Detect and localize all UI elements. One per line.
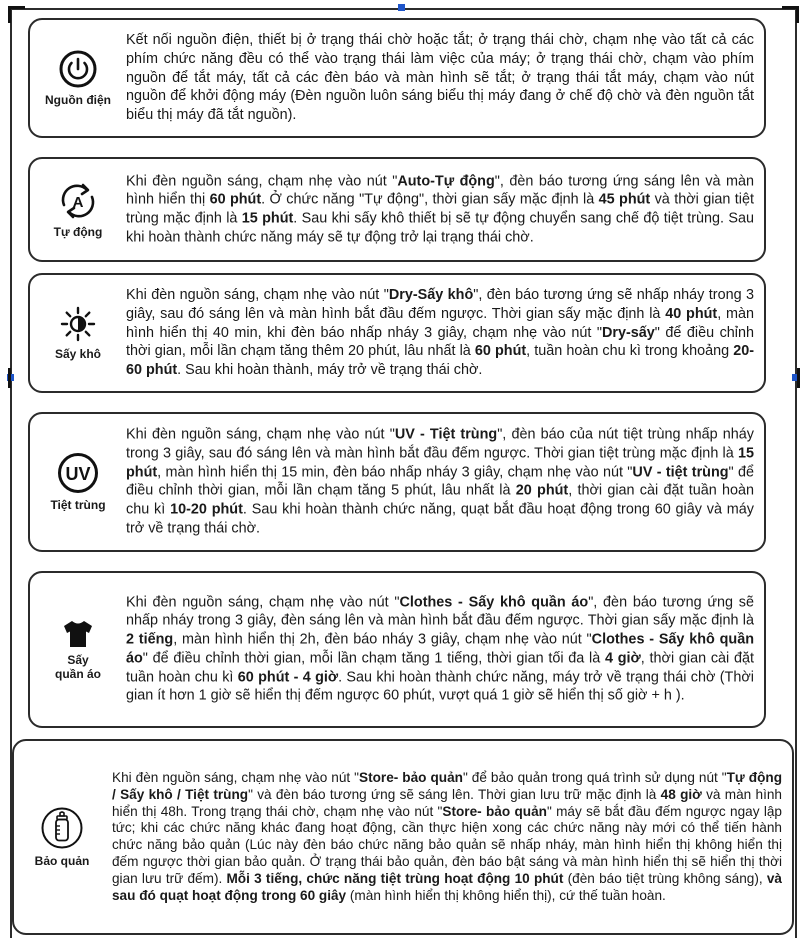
section-power bbox=[28, 18, 766, 138]
auto-cycle-icon bbox=[56, 181, 100, 221]
body-text: . Ở chức năng "Tự động", thời gian sấy mặc định là bbox=[261, 191, 599, 208]
body-text: ", đèn báo tương ứng sẽ nhấp nháy trong 3 giây, đèn sáng lên và màn hình bắt đầu đếm ngược. Thời gian sấy mặc định là bbox=[126, 594, 754, 629]
section-uv bbox=[28, 412, 766, 552]
section-clothes-icon-col bbox=[30, 573, 126, 726]
emphasis-text: 4 giờ bbox=[605, 650, 641, 667]
section-power-icon-col bbox=[30, 20, 126, 136]
emphasis-text: và sau đó quạt hoạt động trong 60 giây bbox=[112, 870, 782, 903]
body-text: và thời gian tiệt trùng mặc định là bbox=[126, 191, 755, 227]
section-auto-label: Tự động bbox=[53, 224, 103, 239]
section-auto-text bbox=[126, 172, 754, 247]
emphasis-text: Clothes - Sấy khô quần áo bbox=[399, 594, 589, 611]
emphasis-text: UV - Tiệt trùng bbox=[394, 426, 498, 443]
body-text: Kết nối nguồn điện, thiết bị ở trạng thái chờ hoặc tắt; ở trạng thái chờ, chạm nhẹ vào tất cả các phím chức năng đều có thể vào trạng thái làm việc của máy; ở trạng thái chờ, chạm vào phím nguồn để tắt máy, tất cả các đèn báo và màn hình sẽ tắt; ở trạng thái tắt máy, chạm vào nút nguồn để khởi động máy (Đèn nguồn luôn sáng biểu thị máy đang ở chế độ chờ và đèn nguồn tắt biểu thị máy đã tắt nguồn). bbox=[126, 32, 754, 124]
emphasis-text: 20-60 phút bbox=[126, 343, 755, 379]
svg-text:UV: UV bbox=[65, 464, 91, 484]
tshirt-icon bbox=[61, 619, 95, 649]
body-text: và màn hình hiển thị 48h. Trong trạng thái chờ, chạm nhẹ vào nút " bbox=[112, 786, 782, 819]
body-text: " máy sẽ bắt đầu đếm ngược ngay lập tức; khi các chức năng khác đang hoạt động, cần thực hiện xong các chức năng này mới có thể tiến hành chức năng bảo quản (Lúc này đèn báo chức năng bảo quản sẽ nhấp nháy, màn hình hiển thị không hiển thị đếm ngược thời gian bảo quản. Ở trạng thái bảo quản, đèn báo bật sáng và màn hình hiển thị sẽ hiển thị thời gian lưu trữ đếm). bbox=[112, 803, 782, 886]
body-text: , thời gian cài đặt tuần hoàn chu kì bbox=[126, 483, 754, 518]
body-text: . Sau khi sấy khô thiết bị sẽ tự động chuyển sang chế độ tiệt trùng. Sau khi hoàn thành chức năng máy sẽ tự động trở lại trạng thái chờ. bbox=[126, 210, 754, 246]
frame-corner-top-left bbox=[8, 6, 25, 23]
emphasis-text: 20 phút bbox=[515, 483, 569, 499]
body-text: ", đèn báo tương ứng sáng lên và màn hình hiển thị bbox=[126, 172, 754, 208]
body-text: Khi đèn nguồn sáng, chạm nhẹ vào nút " bbox=[126, 172, 398, 189]
body-text: " để điều chỉnh thời gian, mỗi lần chạm tăng 5 phút, lâu nhất là bbox=[126, 464, 754, 499]
emphasis-text: 15 phút bbox=[126, 445, 754, 481]
baby-bottle-icon bbox=[40, 806, 84, 850]
emphasis-text: 40 phút bbox=[665, 305, 718, 322]
body-text: " để điều chỉnh thời gian, mỗi lần chạm tăng 1 tiếng, thời gian tối đa là bbox=[142, 650, 605, 667]
frame-mark-right-mid bbox=[789, 368, 800, 388]
emphasis-text: Clothes - Sấy khô quần áo bbox=[126, 631, 754, 667]
body-text: ", đèn báo của nút tiệt trùng nhấp nháy trong 3 giây, sau đó sáng lên và màn hình bắt đầu đếm ngược. Thời gian tiệt trùng mặc định là bbox=[126, 426, 755, 462]
body-text: " và đèn báo tương ứng sẽ sáng lên. Thời gian lưu trữ mặc định là bbox=[248, 786, 661, 802]
emphasis-text: 48 giờ bbox=[660, 786, 702, 802]
emphasis-text: 45 phút bbox=[598, 191, 651, 208]
body-text: . Sau khi hoàn thành, máy trở về trạng thái chờ. bbox=[177, 362, 483, 379]
body-text: Khi đèn nguồn sáng, chạm nhẹ vào nút " bbox=[126, 594, 400, 611]
section-auto bbox=[28, 157, 766, 262]
emphasis-text: Auto-Tự động bbox=[397, 172, 495, 189]
section-auto-icon-col bbox=[30, 159, 126, 260]
frame-right-line bbox=[795, 8, 797, 938]
section-dry-text bbox=[126, 286, 754, 380]
section-dry-icon-col bbox=[30, 275, 126, 391]
emphasis-text: 60 phút bbox=[209, 191, 262, 208]
body-text: Khi đèn nguồn sáng, chạm nhẹ vào nút " bbox=[112, 769, 360, 785]
body-text: , tuần hoàn chu kì trong khoảng bbox=[526, 343, 734, 360]
power-icon bbox=[58, 49, 98, 89]
section-uv-label: Tiệt trùng bbox=[50, 498, 106, 512]
section-power-label: Nguồn điện bbox=[45, 93, 111, 107]
section-dry bbox=[28, 273, 766, 393]
emphasis-text: 10-20 phút bbox=[170, 501, 243, 518]
body-text: , màn hình hiển thị 2h, đèn báo nháy 3 giây, chạm nhẹ vào nút " bbox=[173, 631, 592, 648]
frame-corner-top-right bbox=[782, 6, 799, 23]
emphasis-text: 60 phút bbox=[474, 343, 527, 360]
section-dry-label: Sấy khô bbox=[54, 347, 102, 361]
emphasis-text: Store- bảo quản bbox=[359, 769, 463, 785]
section-uv-icon-col bbox=[30, 414, 126, 550]
section-clothes-label: Sấy quần áo bbox=[54, 652, 101, 681]
body-text: (đèn báo tiệt trùng không sáng), bbox=[563, 870, 767, 886]
body-text: Khi đèn nguồn sáng, chạm nhẹ vào nút " bbox=[126, 287, 389, 304]
emphasis-text: Mỗi 3 tiếng, chức năng tiệt trùng hoạt động 10 phút bbox=[226, 870, 564, 886]
body-text: , thời gian cài đặt tuần hoàn chu kì bbox=[126, 650, 754, 686]
emphasis-text: Dry-Sấy khô bbox=[388, 287, 474, 304]
section-store-text bbox=[112, 770, 782, 904]
emphasis-text: Dry-sấy bbox=[601, 324, 655, 341]
body-text: ", đèn báo tương ứng sẽ nhấp nháy trong 3 giây, sau đó sáng lên và màn hình bắt đầu đếm ngược. Thời gian sấy mặc định là bbox=[126, 287, 754, 322]
frame-mark-left-mid bbox=[8, 368, 19, 388]
emphasis-text: Tự động / Sấy khô / Tiệt trùng bbox=[112, 769, 782, 802]
section-clothes-text bbox=[126, 593, 754, 706]
resize-handle-top[interactable] bbox=[398, 4, 405, 11]
body-text: . Sau khi hoàn thành chức năng, máy trở về trạng thái chờ (Thời gian ít hơn 1 giờ sẽ hiển thị đếm ngược 60 phút, vượt quá 1 giờ sẽ hiển thị số giờ + h ). bbox=[126, 669, 754, 705]
emphasis-text: 2 tiếng bbox=[126, 631, 174, 648]
emphasis-text: UV - tiệt trùng bbox=[632, 464, 729, 481]
section-store-icon-col bbox=[14, 741, 110, 933]
body-text: , màn hình hiển thị 15 min, đèn báo nhấp nháy 3 giây, chạm nhẹ vào nút " bbox=[157, 464, 633, 481]
body-text: , màn hình hiển thị 40 min, khi đèn báo nhấp nháy 3 giây, chạm nhẹ vào nút " bbox=[126, 305, 754, 341]
section-uv-text bbox=[126, 426, 754, 539]
body-text: Khi đèn nguồn sáng, chạm nhẹ vào nút " bbox=[126, 426, 395, 443]
uv-icon bbox=[57, 452, 99, 494]
emphasis-text: 15 phút bbox=[241, 210, 294, 227]
section-store bbox=[12, 739, 794, 935]
body-text: " để bảo quản trong quá trình sử dụng nút " bbox=[462, 769, 727, 785]
sun-dry-icon bbox=[59, 305, 97, 343]
section-store-label: Bảo quản bbox=[34, 854, 90, 868]
section-clothes bbox=[28, 571, 766, 728]
svg-text:A: A bbox=[72, 193, 84, 211]
emphasis-text: 60 phút - 4 giờ bbox=[237, 669, 339, 686]
emphasis-text: Store- bảo quản bbox=[442, 803, 547, 819]
body-text: " để điều chỉnh thời gian, mỗi lần chạm tăng thêm 20 phút, lâu nhất là bbox=[126, 324, 754, 360]
body-text: . Sau khi hoàn thành chức năng, quạt bắt đầu hoạt động trong 60 giây và máy trở về trạng thái chờ. bbox=[126, 501, 754, 537]
section-power-text bbox=[126, 31, 754, 125]
body-text: (màn hình hiển thị không hiển thị), cứ thế tuần hoàn. bbox=[346, 887, 666, 903]
